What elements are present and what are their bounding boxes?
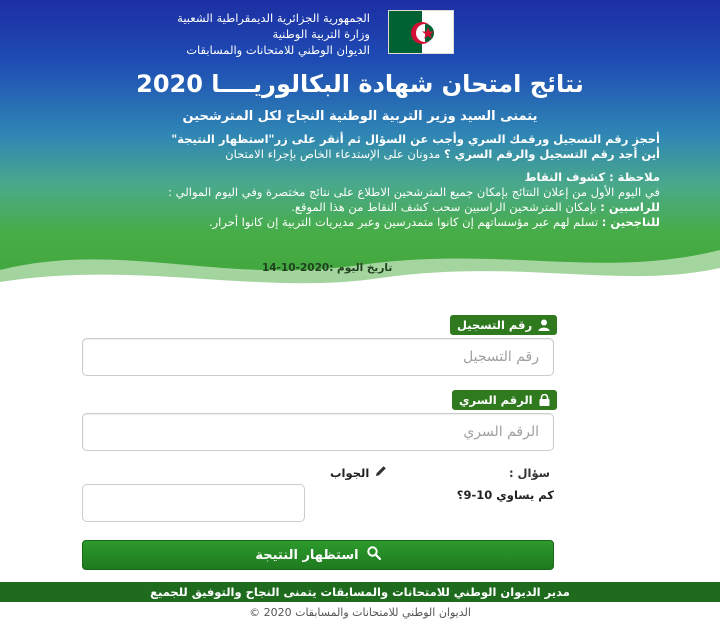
note-failed — [100, 200, 660, 215]
instruction-line-1: أحجز رقم التسجيل ورقمك السري وأجب عن السؤال ثم أنقر على زر"استظهار النتيجة" — [171, 132, 660, 146]
answer-input[interactable] — [82, 484, 305, 522]
note-line-1: في اليوم الأول من إعلان النتائج بإمكان جميع المترشحين الاطلاع على نتائج مختصرة وفي اليوم الموالي : — [168, 185, 660, 199]
reg-number-label-text: رقم التسجيل — [457, 318, 533, 332]
instructions-block — [100, 132, 660, 230]
header-line-3: الديوان الوطني للامتحانات والمسابقات — [186, 43, 370, 57]
footer-bar: مدير الديوان الوطني للامتحانات والمسابقات يتمنى النجاح والتوفيق للجميع — [0, 582, 720, 602]
password-input[interactable] — [82, 413, 554, 451]
note-passed-rest: تسلم لهم عبر مؤسساتهم إن كانوا متمدرسين وعبر مديريات التربية إن كانوا أحرار. — [208, 215, 602, 229]
lock-icon — [539, 394, 550, 406]
show-result-button[interactable] — [82, 540, 554, 570]
ministry-header — [177, 10, 370, 58]
note-passed-bold: للناجحين : — [601, 215, 660, 229]
page-title: نتائج امتحان شهادة البكالوريــــا 2020 — [136, 70, 584, 98]
header-line-2: وزارة التربية الوطنية — [272, 27, 370, 41]
question-text: كم يساوي 10-9؟ — [456, 488, 554, 502]
password-label-text: الرقم السري — [459, 393, 533, 407]
note-failed-rest: بإمكان المترشحين الراسبين سحب كشف النقاط من هذا الموقع. — [291, 200, 601, 214]
reg-number-label — [450, 315, 557, 335]
note-passed — [100, 215, 660, 230]
search-icon — [367, 546, 381, 564]
instruction-line-2-rest: مدونان على الإستدعاء الخاص بإجراء الامتحان — [225, 147, 444, 161]
note-failed-bold: للراسبين : — [600, 200, 660, 214]
algeria-flag — [388, 10, 454, 54]
reg-number-input[interactable] — [82, 338, 554, 376]
answer-label — [330, 465, 387, 480]
today-date: تاريخ اليوم :2020-10-14 — [262, 262, 393, 274]
header-line-1: الجمهورية الجزائرية الديمقراطية الشعبية — [177, 11, 370, 25]
user-icon — [538, 319, 550, 331]
pencil-icon — [375, 465, 387, 480]
answer-label-text: الجواب — [330, 465, 370, 480]
note-title: ملاحظة : كشوف النقاط — [524, 170, 660, 184]
copyright: الديوان الوطني للامتحانات والمسابقات 2020 © — [249, 606, 471, 619]
instruction-line-2-bold: أين أجد رقم التسجيل والرقم السري ؟ — [443, 147, 660, 161]
question-label: سؤال : — [508, 466, 550, 480]
password-label — [452, 390, 557, 410]
show-result-button-label: استظهار النتيجة — [255, 547, 359, 563]
instruction-line-2 — [100, 147, 660, 162]
page-subtitle: يتمنى السيد وزير التربية الوطنية النجاح لكل المترشحين — [182, 109, 538, 124]
